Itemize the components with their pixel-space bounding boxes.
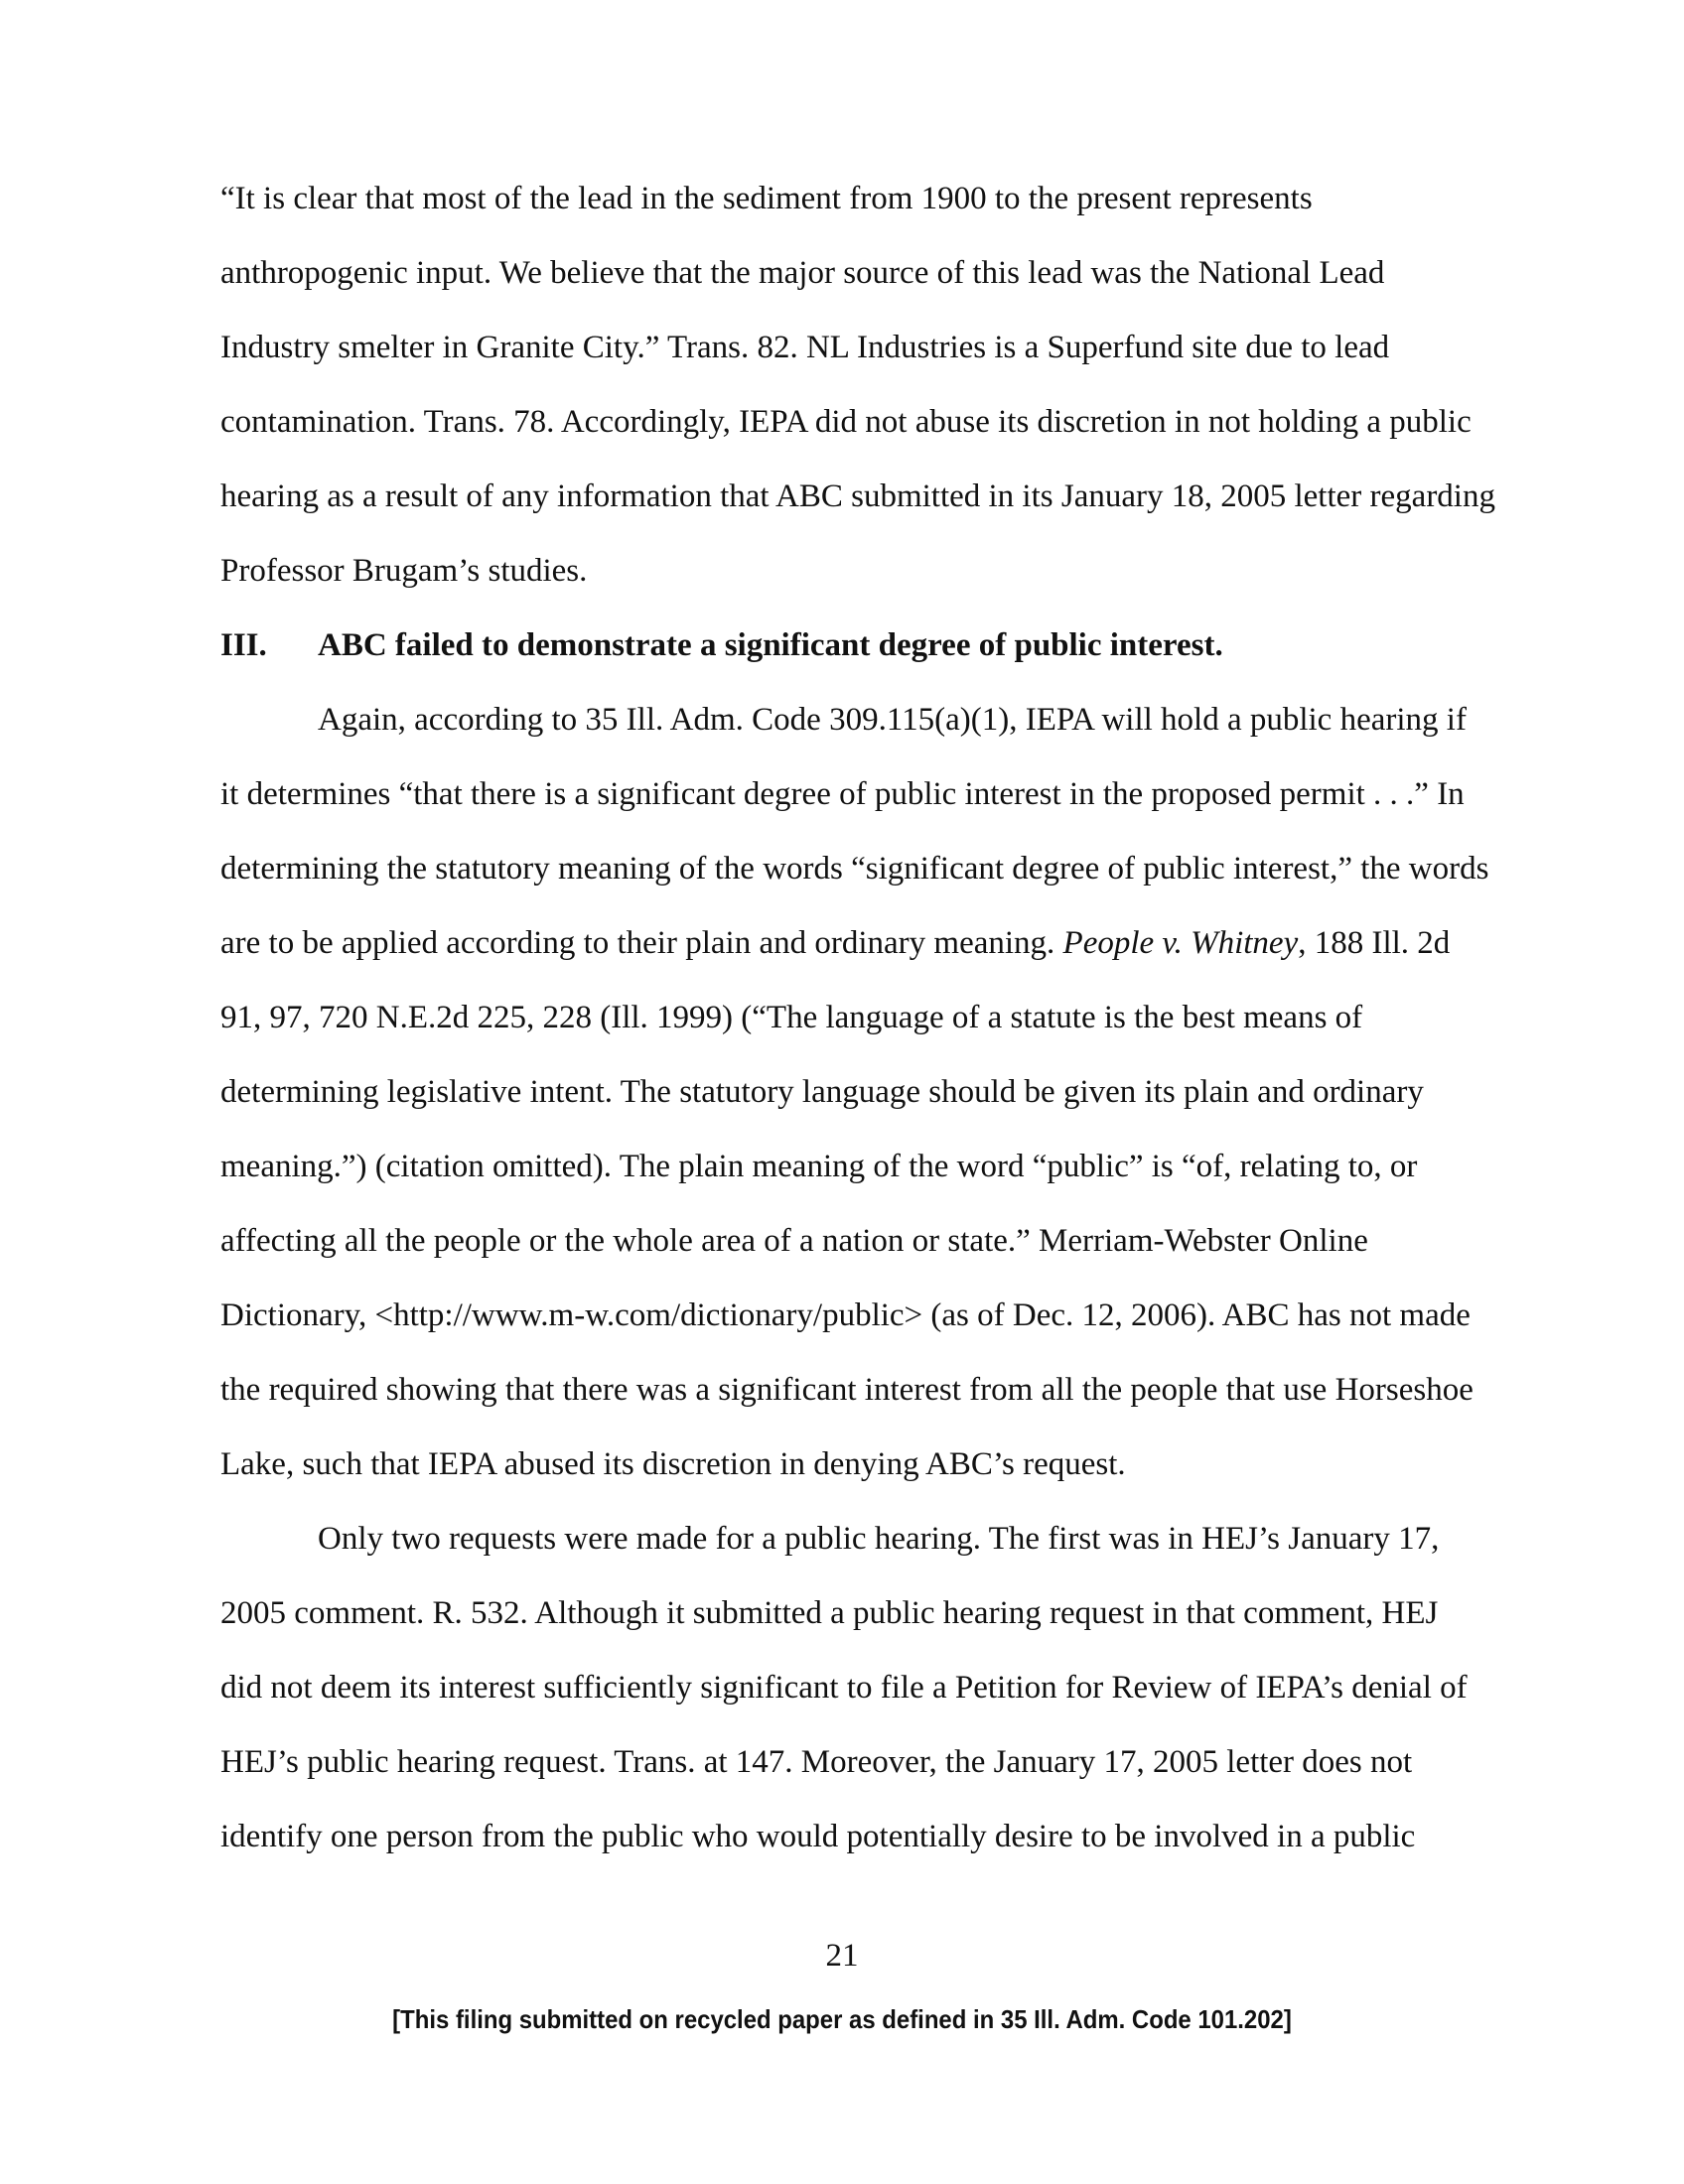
paragraph-line: identify one person from the public who would potentially desire to be involved in a public — [220, 1819, 1416, 1854]
section-title: ABC failed to demonstrate a significant degree of public interest. — [318, 627, 1223, 663]
paragraph-line — [220, 923, 1450, 963]
footer-note: [This filing submitted on recycled paper as defined in 35 Ill. Adm. Code 101.202] — [392, 2004, 1292, 2034]
section-number: III. — [220, 627, 267, 663]
paragraph-line: did not deem its interest sufficiently significant to file a Petition for Review of IEPA’s denial of — [220, 1670, 1468, 1706]
paragraph-line: Only two requests were made for a public hearing. The first was in HEJ’s January 17, — [318, 1521, 1440, 1557]
paragraph-line: 91, 97, 720 N.E.2d 225, 228 (Ill. 1999) (“The language of a statute is the best means of — [220, 1000, 1363, 1035]
paragraph-line: “It is clear that most of the lead in the sediment from 1900 to the present represents — [220, 181, 1313, 216]
paragraph-line: Industry smelter in Granite City.” Trans. 82. NL Industries is a Superfund site due to lead — [220, 330, 1390, 365]
paragraph-line: affecting all the people or the whole area of a nation or state.” Merriam-Webster Online — [220, 1223, 1368, 1259]
paragraph-line: determining the statutory meaning of the words “significant degree of public interest,” the words — [220, 851, 1489, 887]
paragraph-line: meaning.”) (citation omitted). The plain meaning of the word “public” is “of, relating to, or — [220, 1149, 1418, 1184]
paragraph-line: 2005 comment. R. 532. Although it submitted a public hearing request in that comment, HEJ — [220, 1595, 1439, 1631]
paragraph-line: determining legislative intent. The statutory language should be given its plain and ordinary — [220, 1074, 1424, 1110]
paragraph-line: Dictionary, <http://www.m-w.com/dictionary/public> (as of Dec. 12, 2006). ABC has not made — [220, 1297, 1471, 1333]
text-run: are to be applied according to their plain and ordinary meaning. — [220, 925, 1063, 961]
paragraph-line: hearing as a result of any information that ABC submitted in its January 18, 2005 letter regarding — [220, 478, 1495, 514]
paragraph-line: Lake, such that IEPA abused its discretion in denying ABC’s request. — [220, 1446, 1126, 1482]
section-heading — [220, 625, 1223, 665]
page-number: 21 — [825, 1938, 859, 1974]
paragraph-line: HEJ’s public hearing request. Trans. at 147. Moreover, the January 17, 2005 letter does not — [220, 1744, 1413, 1780]
case-citation: People v. Whitney — [1062, 925, 1299, 961]
text-run: , 188 Ill. 2d — [1298, 925, 1451, 961]
paragraph-line: Professor Brugam’s studies. — [220, 553, 588, 589]
paragraph-line: the required showing that there was a significant interest from all the people that use Horseshoe — [220, 1372, 1474, 1408]
paragraph-line: it determines “that there is a significant degree of public interest in the proposed permit . . .” In — [220, 776, 1465, 812]
paragraph-line: contamination. Trans. 78. Accordingly, IEPA did not abuse its discretion in not holding a public — [220, 404, 1472, 440]
paragraph-line: Again, according to 35 Ill. Adm. Code 309.115(a)(1), IEPA will hold a public hearing if — [318, 702, 1467, 738]
paragraph-line: anthropogenic input. We believe that the major source of this lead was the National Lead — [220, 255, 1385, 291]
